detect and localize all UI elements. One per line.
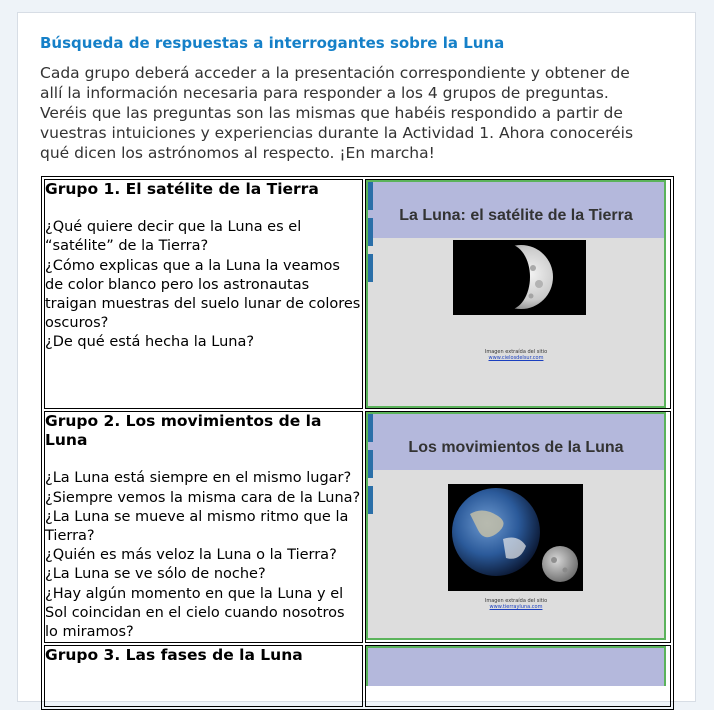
group-2-text-cell [44, 411, 363, 643]
slide-side-tab [368, 414, 373, 442]
table-row [44, 179, 671, 409]
caption-link[interactable]: www.tierrayluna.com [489, 604, 543, 610]
group-2-question-4: ¿Quién es más veloz la Luna o la Tierra? [45, 547, 337, 564]
crescent-moon-image [453, 240, 586, 315]
groups-table [41, 176, 674, 710]
caption-text: Imagen extraída del sitio [484, 349, 548, 355]
group-2-slide-cell [365, 411, 671, 643]
group-1-question-1: ¿Qué quiere decir que la Luna es el “satélite” de la Tierra? [45, 219, 302, 255]
content-page [17, 12, 696, 702]
caption-text: Imagen extraída del sitio [484, 598, 548, 604]
earth-and-moon-icon [448, 484, 583, 591]
group-2-question-2: ¿Siempre vemos la misma cara de la Luna? [45, 489, 361, 506]
group-1-text-cell [44, 179, 363, 409]
group-3-slide-cell [365, 645, 671, 707]
group-2-slide-caption [368, 598, 664, 610]
caption-link[interactable]: www.cielosdelsur.com [488, 355, 544, 361]
slide-side-tab [368, 486, 373, 514]
group-1-question-2: ¿Cómo explicas que a la Luna la veamos de color blanco pero los astronautas traigan muestras del suelo lunar de colores oscuros? [45, 257, 361, 332]
group-1-slide-thumbnail[interactable] [366, 180, 666, 408]
table-row [44, 645, 671, 707]
group-1-slide-cell [365, 179, 671, 409]
slide-side-tab [368, 254, 373, 282]
group-2-slide-title: Los movimientos de la Luna [408, 439, 624, 456]
earth-moon-image [448, 484, 583, 591]
group-1-slide-caption [368, 349, 664, 361]
group-2-question-6: ¿Hay algún momento en que la Luna y el Sol coincidan en el cielo cuando nosotros lo miramos? [45, 585, 345, 641]
group-3-text-cell [44, 645, 363, 707]
table-row [44, 411, 671, 643]
group-2-question-1: ¿La Luna está siempre en el mismo lugar? [45, 470, 352, 487]
crescent-moon-icon [453, 240, 586, 315]
group-2-question-3: ¿La Luna se mueve al mismo ritmo que la Tierra? [45, 508, 349, 545]
group-2-question-5: ¿La Luna se ve sólo de noche? [45, 566, 266, 583]
group-1-slide-title: La Luna: el satélite de la Tierra [399, 207, 633, 224]
group-1-title: Grupo 1. El satélite de la Tierra [45, 180, 319, 198]
group-1-question-3: ¿De qué está hecha la Luna? [45, 334, 255, 351]
slide-side-tab [368, 182, 373, 210]
group-3-title: Grupo 3. Las fases de la Luna [45, 646, 303, 665]
group-3-slide-thumbnail[interactable] [366, 646, 666, 686]
intro-paragraph: Cada grupo deberá acceder a la presentación correspondiente y obtener de allí la información necesaria para responder a los 4 grupos de preguntas. Veréis que las preguntas son las mismas que habéis respondido a partir de vuestras intuiciones y experiencias durante la Actividad 1. Ahora conoceréis qué dicen los astrónomos al respecto. ¡En marcha! [40, 64, 634, 162]
section-heading: Búsqueda de respuestas a interrogantes sobre la Luna [40, 34, 505, 52]
group-2-title: Grupo 2. Los movimientos de la Luna [45, 412, 322, 450]
group-2-slide-thumbnail[interactable] [366, 412, 666, 640]
